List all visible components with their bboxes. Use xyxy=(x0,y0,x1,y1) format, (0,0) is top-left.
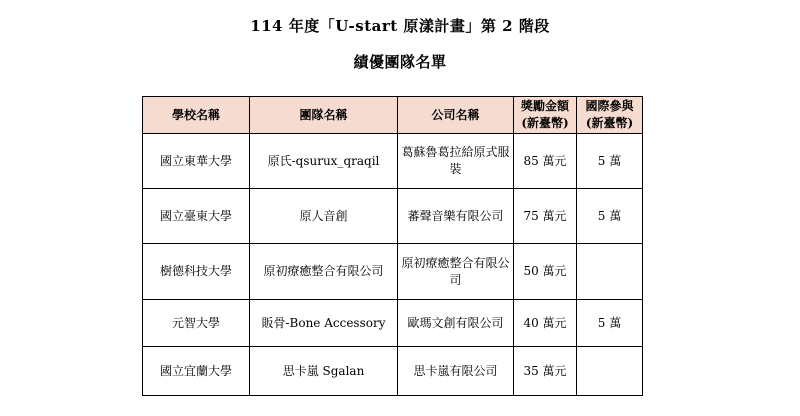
awards-table xyxy=(142,96,643,396)
cell-intl: 5 萬 xyxy=(577,134,643,189)
cell-school: 樹德科技大學 xyxy=(143,244,250,300)
cell-intl xyxy=(577,244,643,300)
cell-team: 原初療癒整合有限公司 xyxy=(250,244,398,300)
cell-award: 85 萬元 xyxy=(514,134,577,189)
document-title: 114 年度「U-start 原漾計畫」第 2 階段 xyxy=(250,17,550,35)
header-intl xyxy=(577,97,643,134)
table-row xyxy=(143,347,643,396)
cell-team: 原人音創 xyxy=(250,189,398,244)
header-intl-line2: (新臺幣) xyxy=(585,116,634,130)
cell-intl: 5 萬 xyxy=(577,189,643,244)
header-award-line2: (新臺幣) xyxy=(521,116,569,130)
table-row xyxy=(143,189,643,244)
cell-company: 思卡嵐有限公司 xyxy=(398,347,514,396)
table-row xyxy=(143,300,643,347)
table-header-row xyxy=(143,97,643,134)
cell-school: 元智大學 xyxy=(143,300,250,347)
header-award xyxy=(514,97,577,134)
cell-company: 原初療癒整合有限公司 xyxy=(398,244,514,300)
header-intl-line1: 國際參與 xyxy=(585,99,634,113)
cell-company: 蕃聲音樂有限公司 xyxy=(398,189,514,244)
cell-award: 40 萬元 xyxy=(514,300,577,347)
cell-award: 50 萬元 xyxy=(514,244,577,300)
cell-team: 原氏-qsurux_qraqil xyxy=(250,134,398,189)
document-subtitle: 績優團隊名單 xyxy=(353,53,447,71)
table-row xyxy=(143,134,643,189)
header-company: 公司名稱 xyxy=(398,97,514,134)
header-award-line1: 獎勵金額 xyxy=(520,99,569,113)
table-row xyxy=(143,244,643,300)
cell-award: 75 萬元 xyxy=(514,189,577,244)
cell-school: 國立宜蘭大學 xyxy=(143,347,250,396)
cell-team: 思卡嵐 Sgalan xyxy=(250,347,398,396)
cell-company: 歐瑪文創有限公司 xyxy=(398,300,514,347)
cell-school: 國立東華大學 xyxy=(143,134,250,189)
cell-school: 國立臺東大學 xyxy=(143,189,250,244)
cell-team: 販骨-Bone Accessory xyxy=(250,300,398,347)
cell-intl xyxy=(577,347,643,396)
cell-company: 葛蘇魯葛拉給原式服裝 xyxy=(398,134,514,189)
cell-intl: 5 萬 xyxy=(577,300,643,347)
header-team: 團隊名稱 xyxy=(250,97,398,134)
header-school: 學校名稱 xyxy=(143,97,250,134)
cell-award: 35 萬元 xyxy=(514,347,577,396)
